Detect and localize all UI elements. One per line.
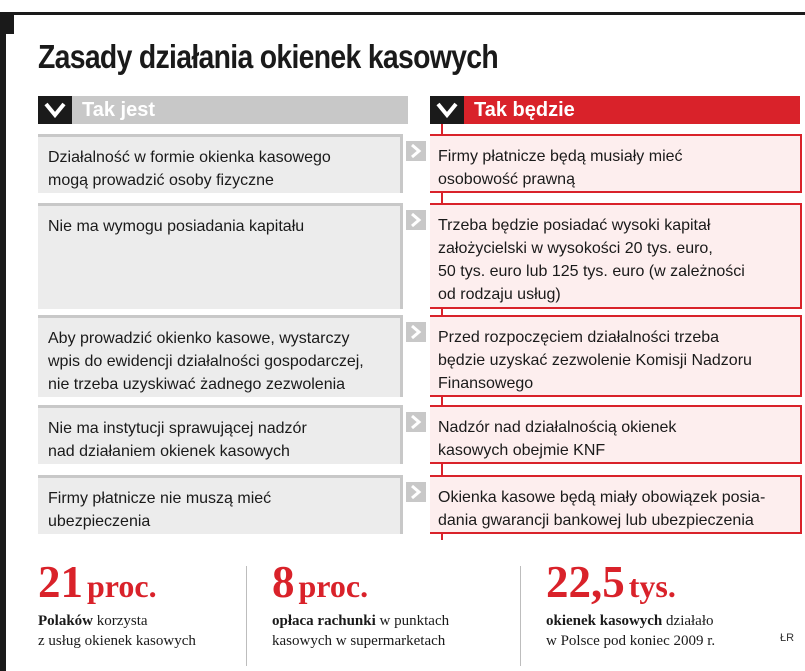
stat-value (272, 557, 449, 607)
future-rule-cell (430, 315, 802, 397)
current-rule-cell (38, 134, 403, 193)
stat-description (38, 611, 196, 651)
future-rule-text: Firmy płatnicze będą musiały mieć osobowość prawną (438, 148, 683, 188)
current-rule-cell (38, 203, 403, 309)
comparison-row (0, 134, 805, 193)
stat-unit: tys. (628, 568, 676, 604)
future-rule-cell (430, 134, 802, 193)
future-rule-cell (430, 203, 802, 309)
current-rule-cell (38, 315, 403, 397)
future-rule-text: Nadzór nad działalnością okienek kasowych obejmie KNF (438, 419, 677, 459)
stat-unit: proc. (87, 568, 157, 604)
stat-divider (246, 566, 247, 666)
check-icon (430, 96, 464, 124)
stat-bold: opłaca rachunki (272, 613, 376, 629)
future-rule-cell (430, 475, 802, 534)
stat-polakow (38, 557, 196, 651)
future-rule-text: Trzeba będzie posiadać wysoki kapitał założycielski w wysokości 20 tys. euro, 50 tys. euro lub 125 tys. euro (w zależności od rodzaju usług) (438, 217, 745, 303)
check-icon (38, 96, 72, 124)
column-header-current-label: Tak jest (72, 96, 408, 124)
chevron-right-icon (406, 141, 426, 161)
chevron-right-icon (406, 322, 426, 342)
stat-number: 8 (272, 557, 295, 607)
stat-rachunki (272, 557, 450, 651)
current-rule-text: Firmy płatnicze nie muszą mieć ubezpieczenia (48, 490, 272, 530)
column-header-future (430, 96, 800, 124)
chevron-right-icon (406, 412, 426, 432)
author-credit: ŁR (780, 632, 795, 644)
future-rule-text: Okienka kasowe będą miały obowiązek posia- dania gwarancji bankowej lub ubezpieczenia (438, 489, 766, 529)
future-rule-cell (430, 405, 802, 464)
stat-number: 21 (38, 557, 83, 607)
future-rule-text: Przed rozpoczęciem działalności trzeba będzie uzyskać zezwolenie Komisji Nadzoru Finansowego (438, 329, 752, 392)
stat-description (272, 611, 449, 651)
key-figures (0, 557, 805, 671)
stat-text-line2: z usług okienek kasowych (38, 633, 196, 649)
stat-divider (520, 566, 521, 666)
frame-top-rule (0, 12, 805, 15)
current-rule-text: Aby prowadzić okienko kasowe, wystarczy wpis do ewidencji działalności gospodarczej, nie trzeba uzyskiwać żadnego zezwolenia (48, 330, 364, 393)
stat-okienka (546, 557, 716, 651)
comparison-row (0, 475, 805, 534)
current-rule-cell (38, 475, 403, 534)
comparison-row (0, 203, 805, 309)
stat-value (546, 557, 715, 607)
stat-text: korzysta (93, 613, 148, 629)
stat-bold: Polaków (38, 613, 94, 629)
stat-description (546, 611, 715, 651)
stat-text: w punktach (375, 613, 450, 629)
stat-text-line2: w Polsce pod koniec 2009 r. (546, 633, 716, 649)
stat-text-line2: kasowych w supermarketach (272, 633, 446, 649)
current-rule-cell (38, 405, 403, 464)
stat-number: 22,5 (546, 557, 625, 607)
stat-bold: okienek kasowych (546, 613, 663, 629)
stat-unit: proc. (298, 568, 369, 604)
chevron-right-icon (406, 482, 426, 502)
current-rule-text: Nie ma wymogu posiadania kapitału (48, 218, 305, 235)
comparison-row (0, 405, 805, 464)
current-rule-text: Nie ma instytucji sprawującej nadzór nad działaniem okienek kasowych (48, 420, 307, 460)
comparison-row (0, 315, 805, 397)
page-title: Zasady działania okienek kasowych (38, 38, 498, 75)
column-header-future-label: Tak będzie (464, 96, 800, 124)
stat-text: działało (662, 613, 714, 629)
current-rule-text: Działalność w formie okienka kasowego mogą prowadzić osoby fizyczne (48, 149, 331, 189)
chevron-right-icon (406, 210, 426, 230)
stat-value (38, 557, 196, 607)
column-header-current (38, 96, 408, 124)
frame-corner (0, 12, 14, 34)
